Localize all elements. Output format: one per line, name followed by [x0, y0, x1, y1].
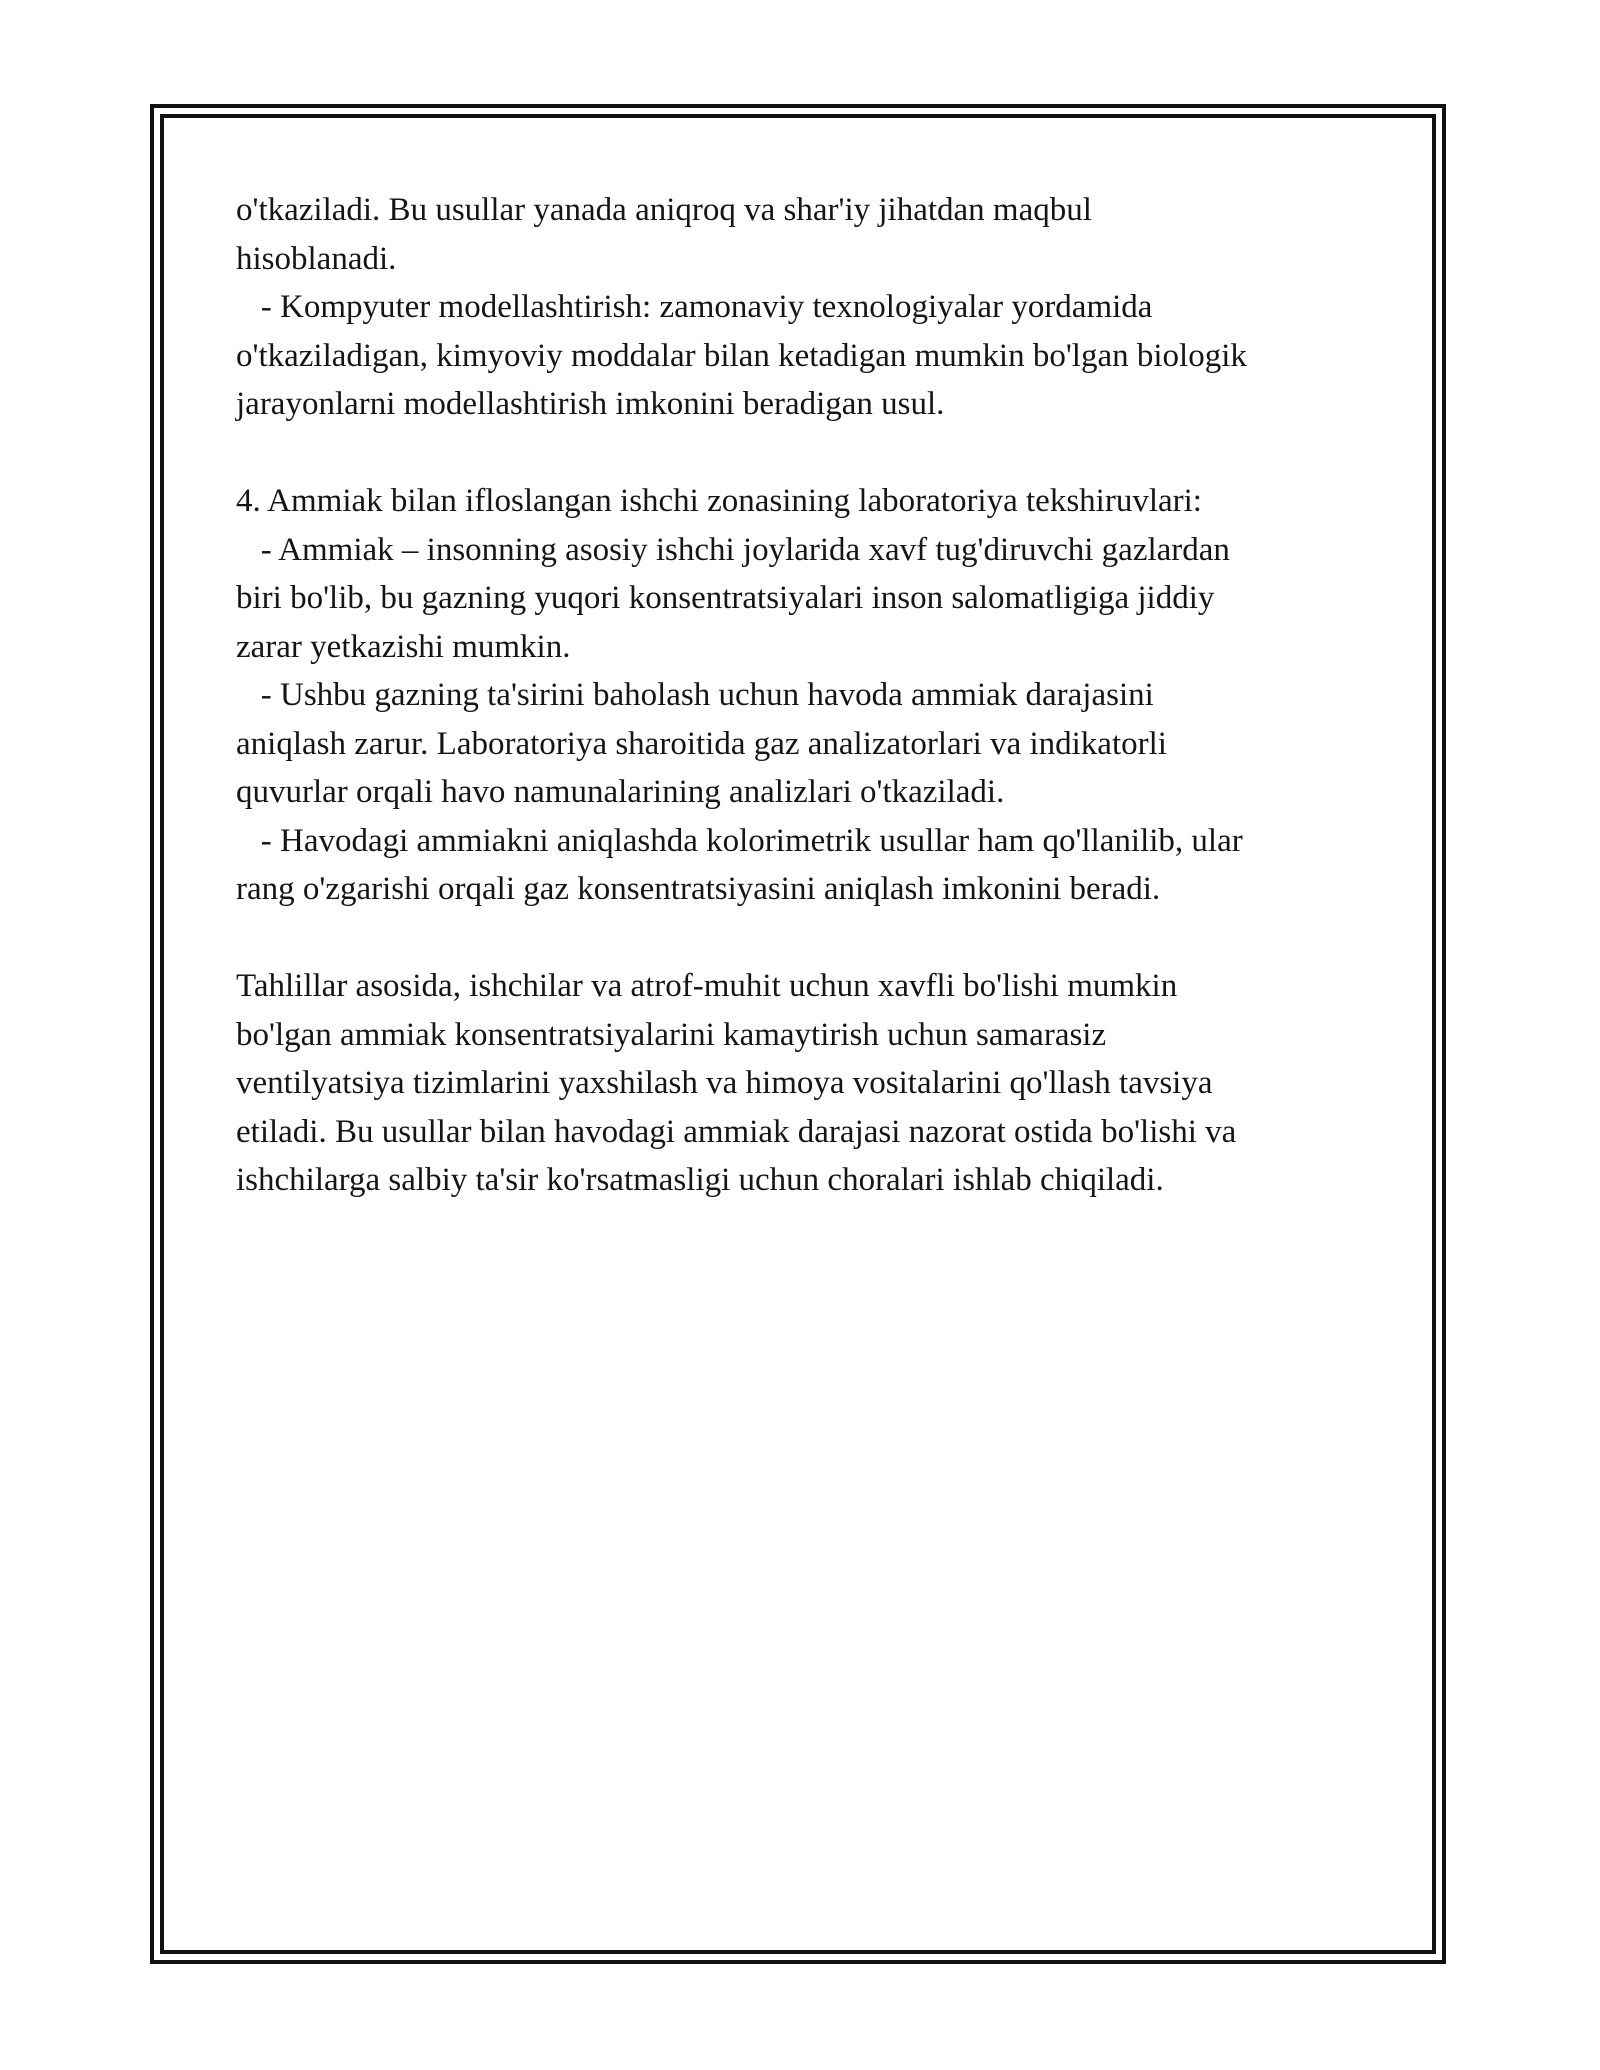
text-line: Tahlillar asosida, ishchilar va atrof-muhit uchun xavfli bo'lishi mumkin — [236, 968, 1178, 1004]
paragraph-conclusion — [236, 962, 1386, 1205]
text-line: aniqlash zarur. Laboratoriya sharoitida gaz analizatorlari va indikatorli — [236, 725, 1167, 762]
text-line: - Ushbu gazning ta'sirini baholash uchun havoda ammiak darajasini — [236, 677, 1154, 713]
text-line: etiladi. Bu usullar bilan havodagi ammiak darajasi nazorat ostida bo'lishi va — [236, 1113, 1237, 1150]
paragraph-spacer — [236, 914, 1386, 963]
document-body — [236, 186, 1386, 1205]
text-line: rang o'zgarishi orqali gaz konsentratsiyasini aniqlash imkonini beradi. — [236, 871, 1161, 907]
text-line: quvurlar orqali havo namunalarining analizlari o'tkaziladi. — [236, 774, 1005, 810]
section-ammonia-lab-tests — [236, 477, 1386, 914]
text-line: - Ammiak – insonning asosiy ishchi joylarida xavf tug'diruvchi gazlardan — [236, 531, 1230, 568]
paragraph-methods-continuation — [236, 186, 1386, 429]
section-heading: 4. Ammiak bilan ifloslangan ishchi zonasining laboratoriya tekshiruvlari: — [236, 483, 1202, 519]
text-line: jarayonlarni modellashtirish imkonini beradigan usul. — [236, 386, 945, 422]
paragraph-spacer — [236, 429, 1386, 478]
text-line: o'tkaziladigan, kimyoviy moddalar bilan ketadigan mumkin bo'lgan biologik — [236, 337, 1247, 374]
text-line: bo'lgan ammiak konsentratsiyalarini kamaytirish uchun samarasiz — [236, 1016, 1107, 1053]
text-line: - Havodagi ammiakni aniqlashda kolorimetrik usullar ham qo'llanilib, ular — [236, 822, 1243, 859]
text-line: zarar yetkazishi mumkin. — [236, 628, 571, 665]
text-line: - Kompyuter modellashtirish: zamonaviy texnologiyalar yordamida — [236, 289, 1153, 325]
text-line: o'tkaziladi. Bu usullar yanada aniqroq va shar'iy jihatdan maqbul — [236, 192, 1092, 228]
text-line: hisoblanadi. — [236, 240, 397, 277]
text-line: ventilyatsiya tizimlarini yaxshilash va himoya vositalarini qo'llash tavsiya — [236, 1065, 1213, 1101]
text-line: biri bo'lib, bu gazning yuqori konsentratsiyalari inson salomatligiga jiddiy — [236, 580, 1215, 616]
text-line: ishchilarga salbiy ta'sir ko'rsatmasligi uchun choralari ishlab chiqiladi. — [236, 1162, 1164, 1198]
